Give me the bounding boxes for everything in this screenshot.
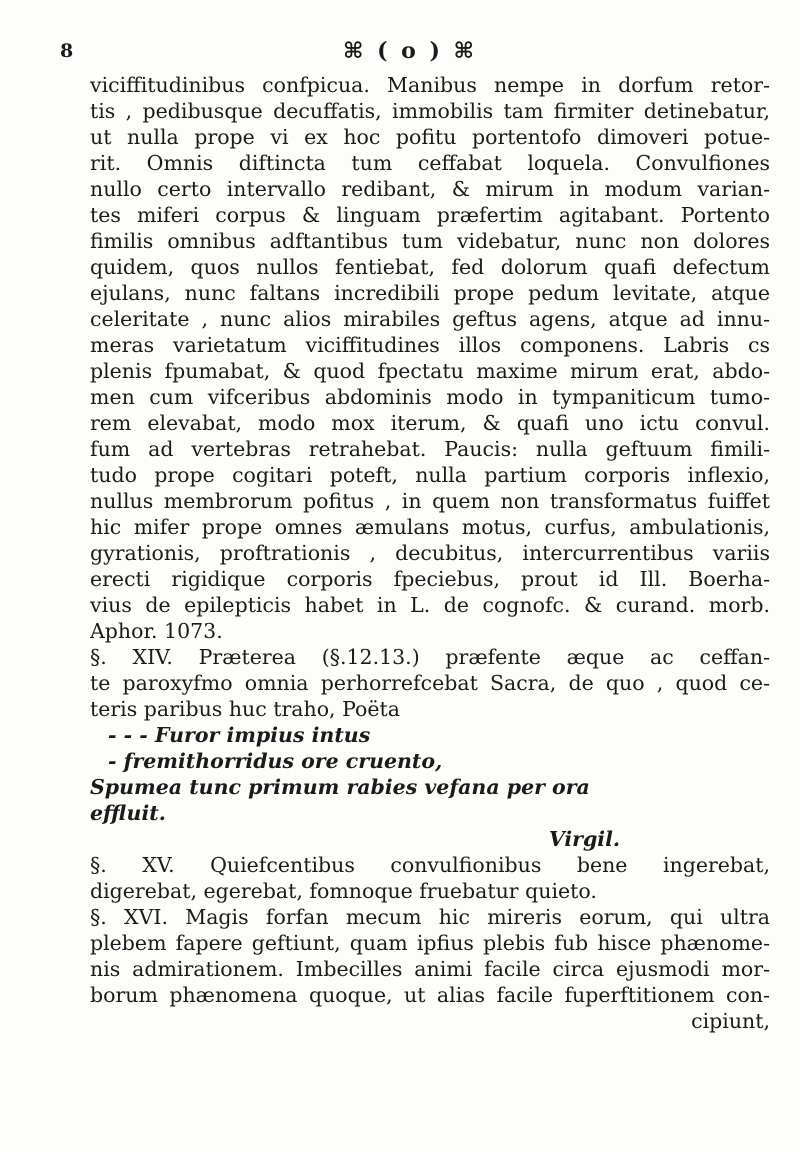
verse-quotation <box>90 722 770 826</box>
text-line: gyrationis, proftrationis , decubitus, intercurrentibus variis <box>90 541 770 565</box>
text-line: tudo prope cogitari poteft, nulla partium corporis inflexio, <box>90 463 770 487</box>
body-paragraphs <box>90 72 770 722</box>
text-line: rit. Omnis diftincta tum ceffabat loquela. Convulfiones <box>90 151 770 175</box>
text-line: §. XVI. Magis forfan mecum hic mireris eorum, qui ultra <box>90 905 770 929</box>
text-line: §. XV. Quiefcentibus convulfionibus bene ingerebat, <box>90 853 770 877</box>
text-line: celeritate , nunc alios mirabiles geftus agens, atque ad innu- <box>90 307 770 331</box>
text-line: nis admirationem. Imbecilles animi facile circa ejusmodi mor- <box>90 957 770 981</box>
text-line: erecti rigidique corporis fpeciebus, prout id Ill. Boerha- <box>90 567 770 591</box>
text-line: men cum vifceribus abdominis modo in tympaniticum tumo- <box>90 385 770 409</box>
body-paragraphs-2 <box>90 852 770 1008</box>
text-line: ut nulla prope vi ex hoc pofitu portentofo dimoveri potue- <box>90 125 770 149</box>
text-line: ejulans, nunc faltans incredibili prope pedum levitate, atque <box>90 281 770 305</box>
verse-line: effluit. <box>90 801 166 825</box>
text-line: hic mifer prope omnes æmulans motus, curfus, ambulationis, <box>90 515 770 539</box>
verse-line: Spumea tunc primum rabies vefana per ora <box>90 775 590 799</box>
text-line: fimilis omnibus adftantibus tum videbatur, nunc non dolores <box>90 229 770 253</box>
text-line: nullus membrorum pofitus , in quem non transformatus fuiffet <box>90 489 770 513</box>
text-line: §. XIV. Præterea (§.12.13.) præfente æque ac ceffan- <box>90 645 770 669</box>
text-line: nullo certo intervallo redibant, & mirum in modum varian- <box>90 177 770 201</box>
text-line: Aphor. 1073. <box>90 619 223 643</box>
text-line: tis , pedibusque decuffatis, immobilis tam firmiter detinebatur, <box>90 99 770 123</box>
text-line: fum ad vertebras retrahebat. Paucis: nulla geftuum fimili- <box>90 437 770 461</box>
text-line: plebem fapere geftiunt, quam ipfius plebis fub hisce phænome- <box>90 931 770 955</box>
text-line: rem elevabat, modo mox iterum, & quafi uno ictu convul. <box>90 411 770 435</box>
body-text <box>90 72 770 1034</box>
header-ornament: ⌘ ( o ) ⌘ <box>343 38 477 64</box>
verse-author: Virgil. <box>548 827 620 851</box>
text-line: vius de epilepticis habet in L. de cognofc. & curand. morb. <box>90 593 770 617</box>
catchword: cipiunt, <box>691 1009 770 1033</box>
text-line: te paroxyfmo omnia perhorrefcebat Sacra, de quo , quod ce- <box>90 671 770 695</box>
page-number: 8 <box>60 40 74 62</box>
verse-line: - fremithorridus ore cruento, <box>108 749 443 773</box>
text-line: teris paribus huc traho, Poëta <box>90 697 400 721</box>
text-line: plenis fpumabat, & quod fpectatu maxime mirum erat, abdo- <box>90 359 770 383</box>
running-header <box>60 38 760 68</box>
text-line: digerebat, egerebat, fomnoque fruebatur quieto. <box>90 879 597 903</box>
text-line: quidem, quos nullos fentiebat, fed dolorum quafi defectum <box>90 255 770 279</box>
text-line: borum phænomena quoque, ut alias facile fuperftitionem con- <box>90 983 770 1007</box>
text-line: tes miferi corpus & linguam præfertim agitabant. Portento <box>90 203 770 227</box>
verse-line: - - - Furor impius intus <box>108 723 371 747</box>
text-line: meras varietatum viciffitudines illos componens. Labris cs <box>90 333 770 357</box>
text-line: viciffitudinibus confpicua. Manibus nempe in dorfum retor- <box>90 73 770 97</box>
